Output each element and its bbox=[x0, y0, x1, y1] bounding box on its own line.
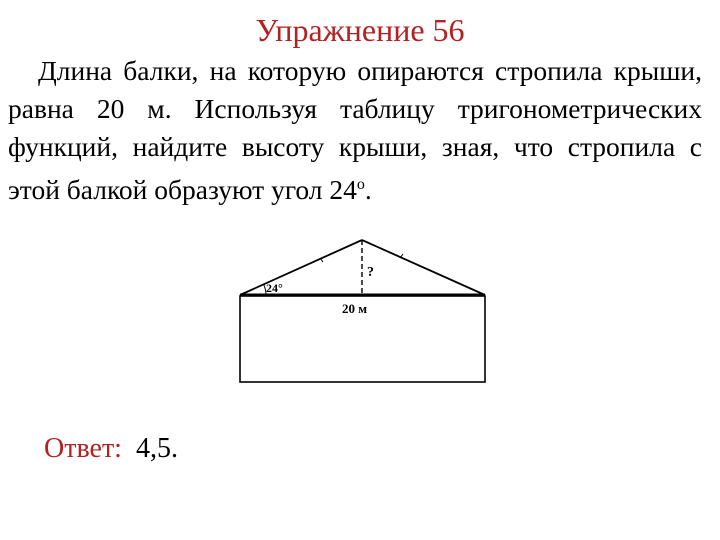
angle-label: 24° bbox=[266, 281, 283, 295]
right-rafter bbox=[362, 240, 485, 295]
page-title: Упражнение 56 bbox=[255, 12, 465, 48]
left-rafter bbox=[240, 240, 362, 295]
problem-end: . bbox=[364, 174, 372, 206]
degree-mark: о bbox=[356, 176, 365, 193]
beam-length-label: 20 м bbox=[342, 301, 368, 316]
roof-diagram bbox=[230, 232, 495, 387]
answer bbox=[44, 433, 178, 465]
answer-label: Ответ: bbox=[44, 433, 122, 464]
height-label: ? bbox=[367, 265, 374, 280]
answer-value: 4,5. bbox=[135, 433, 178, 464]
problem-statement bbox=[8, 52, 702, 209]
problem-text: Длина балки, на которую опираются стропила крыши, равна 20 м. Используя таблицу тригонометрических функций, найдите высоту крыши, зная, что стропила с этой балкой образуют угол 24 bbox=[8, 55, 702, 206]
